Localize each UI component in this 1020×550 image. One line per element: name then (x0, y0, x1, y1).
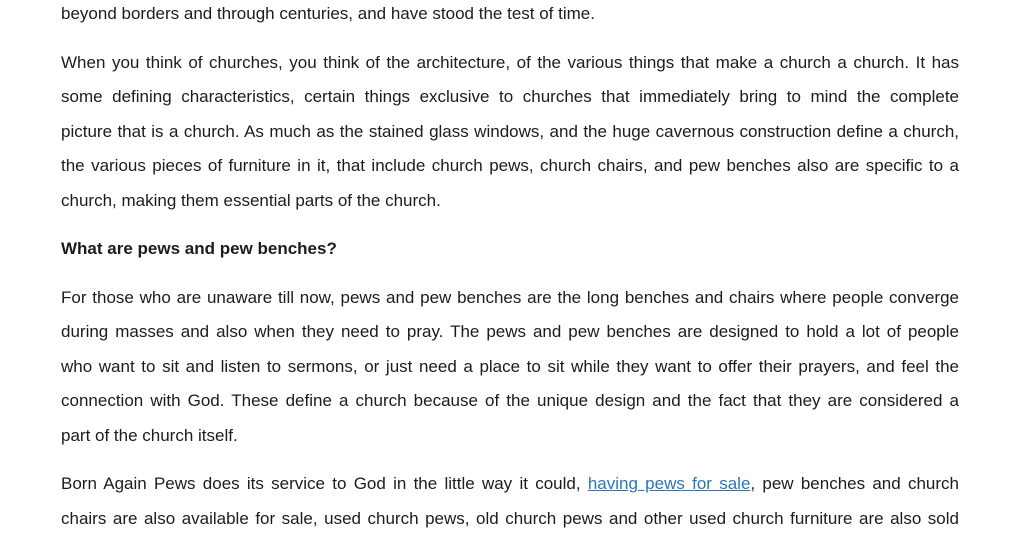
text-line (61, 419, 959, 454)
text-run: For those who are unaware till now, pews and pew benches are the long benches and chairs where people converge (61, 287, 959, 307)
text-run: church, making them essential parts of the church. (61, 190, 441, 210)
document-content (61, 0, 959, 550)
text-run: When you think of churches, you think of the architecture, of the various things that make a church a church. It has (61, 52, 959, 72)
text-run: chairs are also available for sale, used church pews, old church pews and other used church furniture are also sold (61, 508, 959, 528)
paragraph-think-of-churches (61, 46, 959, 219)
text-run: part of the church itself. (61, 425, 238, 445)
text-line (61, 502, 959, 537)
text-line (61, 384, 959, 419)
text-run: Born Again Pews does its service to God in the little way it could, (61, 474, 588, 493)
text-line (61, 0, 959, 32)
text-line (61, 350, 959, 385)
section-heading-what-are-pews (61, 232, 959, 267)
text-run: some defining characteristics, certain things exclusive to churches that immediately bring to mind the complete (61, 87, 959, 106)
text-run: beyond borders and through centuries, and have stood the test of time. (61, 4, 595, 23)
text-run: connection with God. These define a church because of the unique design and the fact that they are considered a (61, 391, 959, 410)
text-run: What are pews and pew benches? (61, 239, 337, 258)
text-line (61, 467, 959, 502)
text-line (61, 46, 959, 81)
text-run: the various pieces of furniture in it, that include church pews, church chairs, and pew benches also are specific to a (61, 156, 959, 175)
paragraph-borders-centuries (61, 0, 959, 32)
text-run: , pew benches and church (750, 474, 960, 493)
text-run: picture that is a church. As much as the stained glass windows, and the huge cavernous construction define a church, (61, 121, 959, 141)
text-line (61, 281, 959, 316)
text-line (61, 315, 959, 350)
text-run: during masses and also when they need to pray. The pews and pew benches are designed to hold a lot of people (61, 322, 959, 341)
text-line (61, 80, 959, 115)
text-line (61, 115, 959, 150)
text-run: who want to sit and listen to sermons, or just need a place to sit while they want to offer their prayers, and feel the (61, 356, 959, 376)
paragraph-for-those-unaware (61, 281, 959, 454)
text-line (61, 149, 959, 184)
paragraph-born-again-pews (61, 467, 959, 536)
text-line (61, 184, 959, 219)
text-line (61, 232, 959, 267)
having-pews-for-sale-link[interactable]: having pews for sale (587, 474, 751, 493)
